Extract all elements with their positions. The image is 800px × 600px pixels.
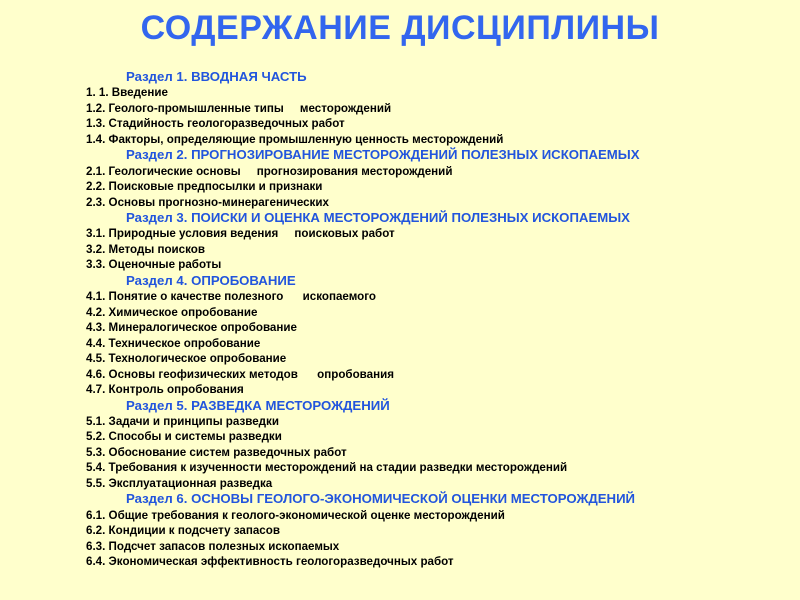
section-heading: Раздел 4. ОПРОБОВАНИЕ bbox=[126, 272, 296, 288]
list-item: 5.2. Способы и системы разведки bbox=[86, 430, 282, 444]
list-item: 4.1. Понятие о качестве полезного ископаемого bbox=[86, 290, 376, 304]
page-title: СОДЕРЖАНИЕ ДИСЦИПЛИНЫ bbox=[140, 9, 660, 47]
list-item: 2.1. Геологические основы прогнозирования месторождений bbox=[86, 164, 453, 178]
list-item: 5.4. Требования к изученности месторождений на стадии разведки месторождений bbox=[86, 461, 568, 475]
table-of-contents bbox=[86, 69, 786, 570]
section-heading: Раздел 1. ВВОДНАЯ ЧАСТЬ bbox=[126, 69, 307, 84]
list-item: 3.2. Методы поисков bbox=[86, 242, 205, 256]
section-1 bbox=[86, 69, 786, 147]
list-item: 6.3. Подсчет запасов полезных ископаемых bbox=[86, 539, 340, 553]
section-heading: Раздел 2. ПРОГНОЗИРОВАНИЕ МЕСТОРОЖДЕНИЙ ПОЛЕЗНЫХ ИСКОПАЕМЫХ bbox=[126, 147, 640, 163]
section-heading: Раздел 5. РАЗВЕДКА МЕСТОРОЖДЕНИЙ bbox=[126, 397, 390, 413]
list-item: 6.2. Кондиции к подсчету запасов bbox=[86, 524, 280, 538]
section-heading: Раздел 3. ПОИСКИ И ОЦЕНКА МЕСТОРОЖДЕНИЙ ПОЛЕЗНЫХ ИСКОПАЕМЫХ bbox=[126, 210, 630, 226]
list-item: 4.6. Основы геофизических методов опробования bbox=[86, 367, 394, 381]
section-heading: Раздел 6. ОСНОВЫ ГЕОЛОГО-ЭКОНОМИЧЕСКОЙ ОЦЕНКИ МЕСТОРОЖДЕНИЙ bbox=[126, 491, 636, 507]
list-item: 5.5. Эксплуатационная разведка bbox=[86, 476, 273, 490]
list-item: 2.3. Основы прогнозно-минерагенических bbox=[86, 195, 329, 209]
list-item: 5.3. Обоснование систем разведочных работ bbox=[86, 445, 347, 459]
list-item: 4.5. Технологическое опробование bbox=[86, 352, 287, 366]
list-item: 6.4. Экономическая эффективность геологоразведочных работ bbox=[86, 555, 454, 569]
list-item: 3.1. Природные условия ведения поисковых работ bbox=[86, 227, 395, 241]
list-item: 1.3. Стадийность геологоразведочных работ bbox=[86, 117, 345, 131]
section-4 bbox=[86, 273, 786, 398]
list-item: 4.4. Техническое опробование bbox=[86, 336, 261, 350]
list-item: 4.2. Химическое опробование bbox=[86, 305, 258, 319]
section-5 bbox=[86, 398, 786, 492]
list-item: 4.3. Минералогическое опробование bbox=[86, 321, 297, 335]
list-item: 6.1. Общие требования к геолого-экономической оценке месторождений bbox=[86, 508, 505, 522]
list-item: 1.4. Факторы, определяющие промышленную ценность месторождений bbox=[86, 132, 504, 146]
list-item: 5.1. Задачи и принципы разведки bbox=[86, 414, 279, 428]
section-6 bbox=[86, 491, 786, 569]
list-item: 1.2. Геолого-промышленные типы месторождений bbox=[86, 101, 392, 115]
section-2 bbox=[86, 147, 786, 210]
list-item: 2.2. Поисковые предпосылки и признаки bbox=[86, 180, 323, 194]
section-3 bbox=[86, 210, 786, 273]
list-item: 3.3. Оценочные работы bbox=[86, 258, 222, 272]
list-item: 4.7. Контроль опробования bbox=[86, 383, 244, 397]
list-item: 1. 1. Введение bbox=[86, 86, 168, 100]
